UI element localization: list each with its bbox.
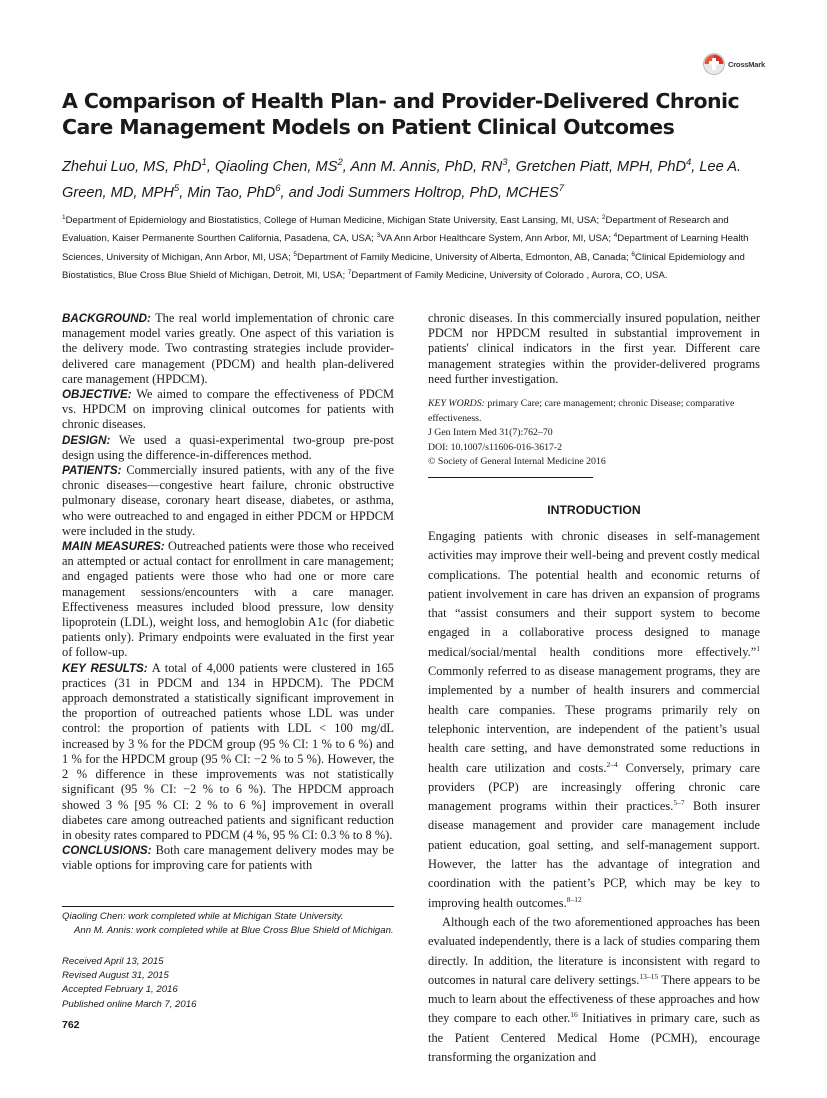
abstract-results: KEY RESULTS: A total of 4,000 patients were clustered in 165 practices (31 in PDCM and 134 in HPDCM). The PDCM approach demonstrated a statistically significant improvement in the proportion of outreached patients whose LDL was under control: the proportion of patients with LDL < 100 mg/dL increased by 3 % for the PDCM group (95 % CI: 1 % to 6 %) and 1 % for the HPDCM group (95 % CI: −2 % to 5 %). However, the 2 % difference in these improvements was not statistically significant (95 % CI: −2 % to 6 %). The HPDCM approach showed 3 % [95 % CI: 2 % to 6 %] improvement in overall diabetes care among outreached patients and significant reduction in obesity rates compared to PDCM (4 %, 95 % CI: 0.3 % to 8 %). <box>62 660 394 842</box>
publication-dates <box>62 955 394 1012</box>
author-affiliation-mark: 6 <box>275 182 281 194</box>
author-affiliation-mark: 4 <box>685 157 692 168</box>
keywords: KEY WORDS: primary Care; care management; chronic Disease; comparative effectiveness. <box>428 398 735 424</box>
objective-label: OBJECTIVE: <box>62 388 132 402</box>
abstract-measures: MAIN MEASURES: Outreached patients were those who received an attempted or actual contact for enrollment in care management; and engaged patients were those who had one or more care management sessions/encounters with a care manager. Effectiveness measures included blood pressure, low density lipoprotein (LDL), weight loss, and hemoglobin A1c (for diabetic patients only). Primary endpoints were evaluated in the first year of follow-up. <box>62 539 394 660</box>
author-separator: , <box>507 158 516 175</box>
date-published: Published online March 7, 2016 <box>62 998 197 1010</box>
author-separator: , <box>206 158 215 175</box>
author-affiliation-mark: 3 <box>502 157 508 168</box>
author-affiliation-mark: 1 <box>201 157 207 168</box>
divider <box>428 477 593 478</box>
date-revised: Revised August 31, 2015 <box>62 970 169 982</box>
author-separator: , <box>342 158 351 175</box>
author-note: Qiaoling Chen: work completed while at Michigan State University. <box>62 911 344 922</box>
intro-paragraph-2: Although each of the two aforementioned approaches has been evaluated independently, there is a lack of studies comparing them directly. In addition, the literature is inconsistent with regard to outcomes in natural care delivery settings.$^{13-15}$ There appears to be much to learn about the effectiveness of these approaches and how they compare to each other.$^{16}$ Initiatives in primary care, such as the Patient Centered Medical Home (PCMH), encourage transforming the organization and <box>428 914 760 1065</box>
intro-paragraph-1: Engaging patients with chronic diseases in self-management activities may improve their well-being and prevent costly medical complications. The potential health and economic returns of patient involvement in care has driven an expansion of programs that “assist consumers and their support system to become engaged in a collaborative process designed to manage medical/social/mental health conditions more effectively.”$^1$ Commonly referred to as disease management programs, they are implemented by a number of health insurers and commercial health care companies. These programs primarily rely on telephonic intervention, are independent of the patient’s usual health care setting, and have demonstrated some reductions in health care utilization and costs.$^{2-4}$ Conversely, primary care providers (PCP) are increasingly offering chronic care management programs within their practices.$^{5-7}$ Both insurer disease management and provider care management include patient education, goal setting, and self-management support. However, the latter has the advantage of integration and coordination with the patient’s PCP, which may be key to improving health outcomes.$^{8-12}$ <box>428 529 760 910</box>
crossmark-badge[interactable] <box>703 53 765 75</box>
abstract-design: DESIGN: We used a quasi-experimental two-group pre-post design using the difference-in-differences method. <box>62 432 394 462</box>
copyright: © Society of General Internal Medicine 2016 <box>428 456 606 467</box>
abstract-objective: OBJECTIVE: We aimed to compare the effectiveness of PDCM vs. HPDCM on improving clinical outcomes for patients with chronic diseases. <box>62 387 394 432</box>
citation-ref[interactable]: 5–7 <box>673 798 685 808</box>
page-number: 762 <box>62 1019 80 1031</box>
footnote-divider <box>62 906 394 907</box>
affiliation-text: Department of Epidemiology and Biostatistics, College of Human Medicine, Michigan State University, East Lansing, MI, USA; <box>65 215 602 227</box>
author-separator: , and <box>280 184 318 201</box>
abstract-conclusions: CONCLUSIONS: Both care management delivery modes may be viable options for improving care for patients with <box>62 843 394 873</box>
keywords-label: KEY WORDS: <box>428 398 485 409</box>
background-label: BACKGROUND: <box>62 312 151 325</box>
measures-label: MAIN MEASURES: <box>62 540 165 554</box>
abstract-background: BACKGROUND: The real world implementation of chronic care management model varies greatly. One aspect of this variation is the delivery mode. Two contrasting strategies include provider-delivered care management (PDCM) and health plan-delivered care management (HPDCM). <box>62 311 394 386</box>
author-name: Lee A. Green, MD, MPH <box>62 158 742 201</box>
author-notes <box>62 910 394 938</box>
citation-ref[interactable]: 8–12 <box>566 894 582 904</box>
author-name: Jodi Summers Holtrop, PhD, MCHES <box>317 184 559 201</box>
author-name: Gretchen Piatt, MPH, PhD <box>515 158 686 175</box>
affiliation-text: Department of Research and Evaluation, Kaiser Permanente Sourthen California, Pasadena, CA, USA; <box>62 215 729 245</box>
affiliation-text: Department of Learning Health Sciences, University of Michigan, Ann Arbor, MI, USA; <box>62 233 749 263</box>
abstract-left-column <box>62 311 394 874</box>
author-separator: , <box>691 158 700 175</box>
article-title: A Comparison of Health Plan- and Provider-Delivered Chronic Care Management Models on Patient Clinical Outcomes <box>62 89 740 139</box>
citation-ref[interactable]: 13–15 <box>639 971 659 981</box>
abstract-conclusions-continued: chronic diseases. In this commercially insured population, neither PDCM nor HPDCM resulted in substantial improvement in patients' clinical indicators in the first year. Different care management strategies within the provider-delivered programs need further investigation. <box>428 311 760 386</box>
citation: J Gen Intern Med 31(7):762–70 <box>428 427 553 438</box>
author-separator: , <box>179 184 188 201</box>
patients-label: PATIENTS: <box>62 464 122 478</box>
author-name: Min Tao, PhD <box>187 184 276 201</box>
author-note: Ann M. Annis: work completed while at Blue Cross Blue Shield of Michigan. <box>74 925 394 936</box>
affiliation-text: VA Ann Arbor Healthcare System, Ann Arbor, MI, USA; <box>380 233 614 245</box>
author-affiliation-mark: 7 <box>558 182 564 194</box>
affiliation-text: Clinical Epidemiology and Biostatistics, Blue Cross Blue Shield of Michigan, Detroit, MI, USA; <box>62 251 745 282</box>
introduction-body <box>428 527 760 1067</box>
design-label: DESIGN: <box>62 433 111 447</box>
author-list <box>62 152 782 204</box>
crossmark-icon <box>703 53 725 75</box>
affiliations <box>62 210 762 284</box>
author-affiliation-mark: 5 <box>173 182 180 194</box>
affiliation-mark: 6 <box>631 250 636 258</box>
author-name: Zhehui Luo, MS, PhD <box>62 158 202 175</box>
author-name: Ann M. Annis, PhD, RN <box>350 158 503 175</box>
affiliation-mark: 5 <box>293 250 298 258</box>
affiliation-mark: 4 <box>613 232 618 240</box>
author-affiliation-mark: 2 <box>337 157 343 168</box>
date-received: Received April 13, 2015 <box>62 956 164 967</box>
author-name: Qiaoling Chen, MS <box>214 158 338 175</box>
affiliation-mark: 3 <box>376 232 381 240</box>
affiliation-mark: 2 <box>601 214 606 221</box>
crossmark-label: CrossMark <box>728 59 765 69</box>
section-heading-introduction: INTRODUCTION <box>547 503 641 517</box>
conclusions-label: CONCLUSIONS: <box>62 844 152 858</box>
affiliation-mark: 7 <box>347 269 352 277</box>
abstract-right-column <box>428 311 760 387</box>
citation-ref[interactable]: 16 <box>570 1010 578 1020</box>
affiliation-mark: 1 <box>62 214 66 221</box>
results-label: KEY RESULTS: <box>62 661 148 675</box>
article-metadata <box>428 397 760 470</box>
citation-ref[interactable]: 2–4 <box>606 759 618 769</box>
abstract-patients: PATIENTS: Commercially insured patients, with any of the five chronic diseases—congestive heart failure, chronic obstructive pulmonary disease, coronary heart disease, diabetes, or asthma, who were outreached to and engaged in either PDCM or HPDCM were included in the study. <box>62 463 394 538</box>
citation-ref[interactable]: 1 <box>756 643 760 653</box>
doi-link[interactable]: DOI: 10.1007/s11606-016-3617-2 <box>428 441 563 453</box>
date-accepted: Accepted February 1, 2016 <box>62 984 178 996</box>
affiliation-text: Department of Family Medicine, University of Alberta, Edmonton, AB, Canada; <box>297 251 632 263</box>
affiliation-text: Department of Family Medicine, University of Colorado , Aurora, CO, USA. <box>351 270 668 282</box>
